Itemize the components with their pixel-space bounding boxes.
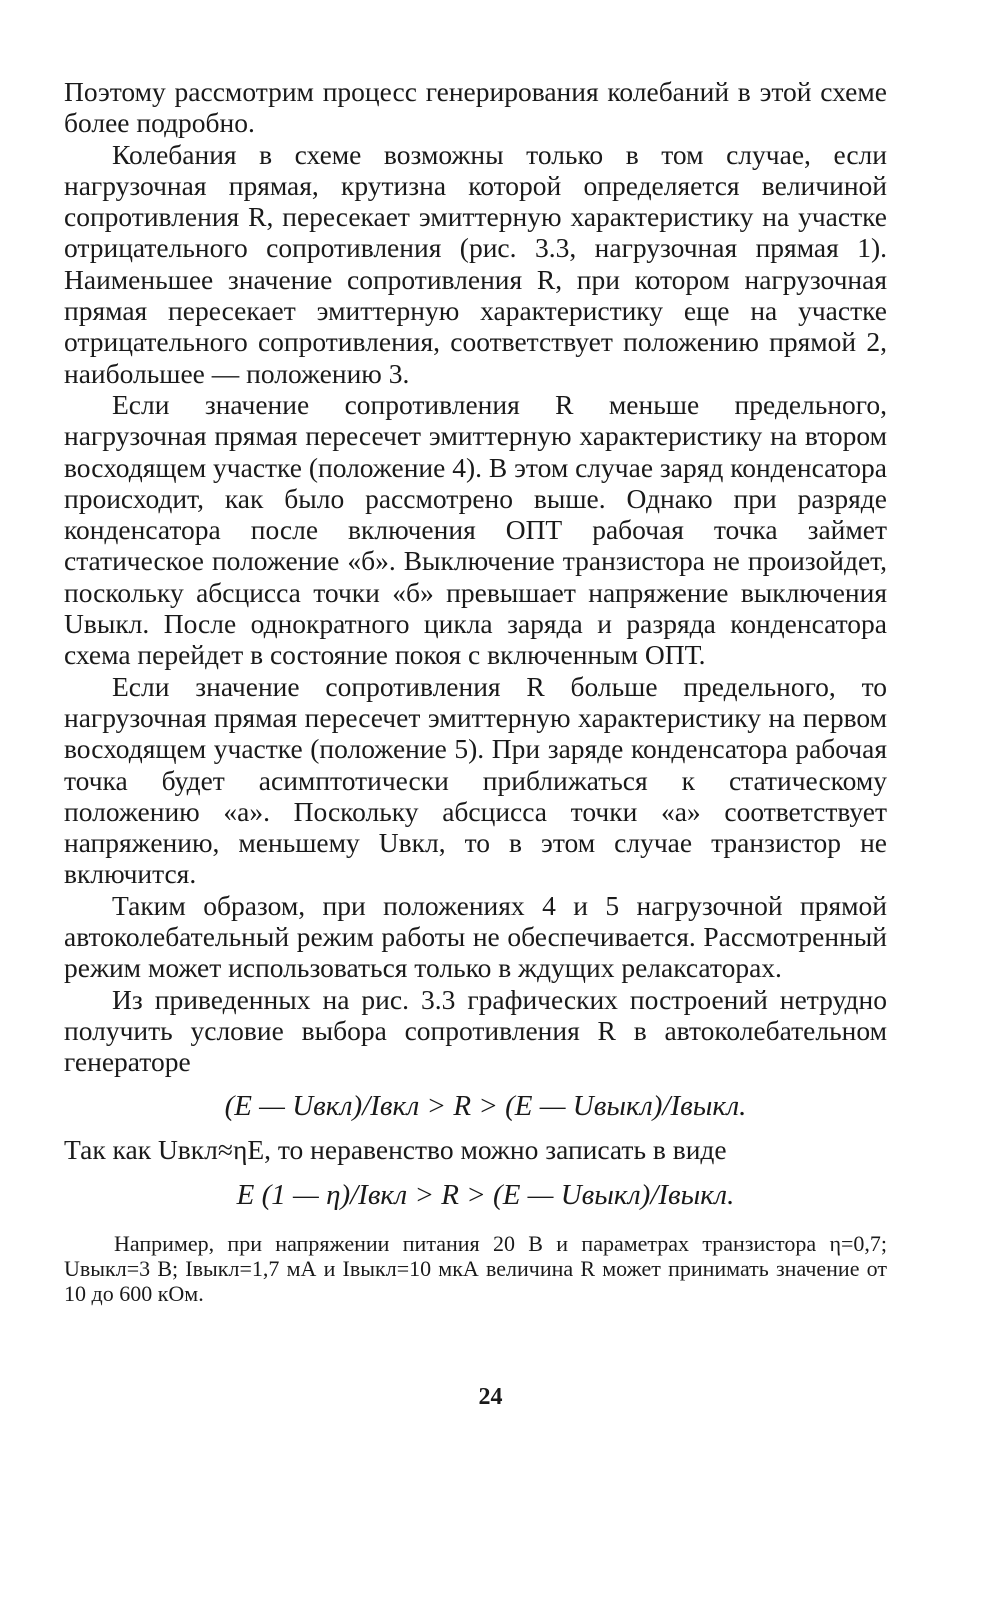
formula-inequality-2: E (1 — η)/Iвкл > R > (E — Uвыкл)/Iвыкл. <box>236 1178 735 1211</box>
paragraph-1: Поэтому рассмотрим процесс генерирования колебаний в этой схеме более подробно. <box>64 76 887 139</box>
paragraph-7: Так как Uвкл≈ηE, то неравенство можно записать в виде <box>64 1133 727 1165</box>
formula-inequality-1: (E — Uвкл)/Iвкл > R > (E — Uвыкл)/Iвыкл. <box>224 1089 747 1122</box>
footnote: Например, при напряжении питания 20 В и параметрах транзистора η=0,7; Uвыкл=3 В; Iвыкл=1,7 мА и Iвыкл=10 мкА величина R может принимать значение от 10 до 600 кОм. <box>64 1230 887 1306</box>
paragraph-5: Таким образом, при положениях 4 и 5 нагрузочной прямой автоколебательный режим работы не обеспечивается. Рассмотренный режим может использоваться только в ждущих релаксаторах. <box>64 889 887 984</box>
paragraph-4: Если значение сопротивления R больше предельного, то нагрузочная прямая пересечет эмиттерную характеристику на первом восходящем участке (положение 5). При заряде конденсатора рабочая точка будет асимптотически приближаться к статическому положению «а». Поскольку абсцисса точки «а» соответствует напряжению, меньшему Uвкл, то в этом случае транзистор не включится. <box>64 670 887 890</box>
page-body <box>64 76 887 1328</box>
paragraph-2: Колебания в схеме возможны только в том случае, если нагрузочная прямая, крутизна которой определяется величиной сопротивления R, пересекает эмиттерную характеристику на участке отрицательного сопротивления (рис. 3.3, нагрузочная прямая 1). Наименьшее значение сопротивления R, при котором нагрузочная прямая пересекает эмиттерную характеристику еще на участке отрицательного сопротивления, соответствует положению прямой 2, наибольшее — положению 3. <box>64 138 887 389</box>
paragraph-3: Если значение сопротивления R меньше предельного, нагрузочная прямая пересечет эмиттерную характеристику на втором восходящем участке (положение 4). В этом случае заряд конденсатора происходит, как было рассмотрено выше. Однако при разряде конденсатора после включения ОПТ рабочая точка займет статическое положение «б». Выключение транзистора не произойдет, поскольку абсцисса точки «б» превышает напряжение выключения Uвыкл. После однократного цикла заряда и разряда конденсатора схема перейдет в состояние покоя с включенным ОПТ. <box>64 388 887 671</box>
paragraph-6: Из приведенных на рис. 3.3 графических построений нетрудно получить условие выбора сопротивления R в автоколебательном генераторе <box>64 983 887 1078</box>
page-number: 24 <box>478 1384 503 1410</box>
